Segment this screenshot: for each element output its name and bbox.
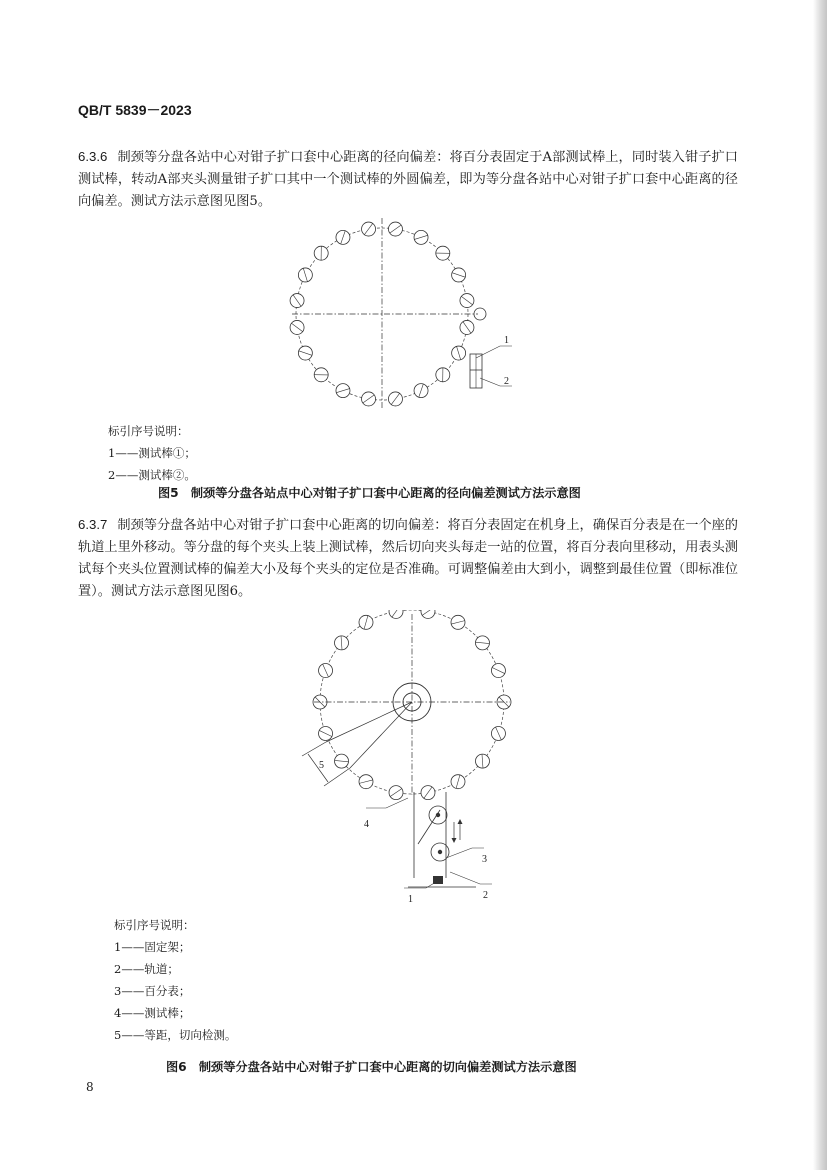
indicator-dial-upper-center xyxy=(436,813,440,817)
legend-item-4: 4——测试棒； xyxy=(114,1006,191,1020)
section-text: 制颈等分盘各站中心对钳子扩口套中心距离的切向偏差：将百分表固定在机身上，确保百分表是在一个座的轨道上里外移动。等分盘的每个夹头上装上测试棒，然后切向夹头每走一站的位置，将百分表向里移动，用表头测试每个夹头位置测试棒的偏差大小及每个夹头的定位是否准确。可调整偏差由大到小，调整到最佳位置（即标准位置）。测试方法示意图见图6。 xyxy=(78,518,738,599)
section-number: 6.3.6 xyxy=(78,149,108,164)
figure-6-caption: 图6 制颈等分盘各站中心对钳子扩口套中心距离的切向偏差测试方法示意图 xyxy=(166,1060,577,1074)
section-number: 6.3.7 xyxy=(78,517,108,532)
figure-6-diagram xyxy=(300,610,530,910)
standard-number: QB/T 5839－2023 xyxy=(78,102,192,118)
legend-item-3: 3——百分表； xyxy=(114,984,191,998)
legend-item-2: 2——测试棒②。 xyxy=(108,468,196,482)
callout-2: 2 xyxy=(504,376,509,387)
figure-5-legend xyxy=(108,420,196,486)
callout-leader-3 xyxy=(446,848,484,858)
travel-arrow-up-head xyxy=(458,819,463,824)
callout-1: 1 xyxy=(504,335,509,346)
legend-item-1: 1——固定架； xyxy=(114,940,191,954)
callout-3: 3 xyxy=(482,854,487,865)
section-6-3-6 xyxy=(78,146,738,213)
section-6-3-7 xyxy=(78,514,738,603)
pitch-dimension-line xyxy=(308,754,328,782)
callout-1: 1 xyxy=(408,894,413,905)
figure-6-legend xyxy=(114,914,236,1046)
legend-title: 标引序号说明： xyxy=(114,918,195,932)
legend-item-2: 2——轨道； xyxy=(114,962,179,976)
figure-5-diagram xyxy=(280,212,530,412)
section-text: 制颈等分盘各站中心对钳子扩口套中心距离的径向偏差：将百分表固定于A部测试棒上，同时装入钳子扩口测试棒，转动A部夹头测量钳子扩口其中一个测试棒的外圆偏差，即为等分盘各站中心对钳子扩口套中心距离的径向偏差。测试方法示意图见图5。 xyxy=(78,150,738,209)
page-edge-shadow xyxy=(813,0,827,1170)
callout-4: 4 xyxy=(364,819,369,830)
callout-5: 5 xyxy=(319,760,324,771)
test-rod-outer xyxy=(474,308,486,320)
page-number: 8 xyxy=(86,1080,94,1094)
pitch-extension-b xyxy=(324,768,350,786)
legend-title: 标引序号说明： xyxy=(108,424,189,438)
callout-2: 2 xyxy=(483,890,488,901)
callout-leader-2 xyxy=(450,872,492,884)
legend-item-5: 5——等距，切向检测。 xyxy=(114,1028,237,1042)
legend-item-1: 1——测试棒①； xyxy=(108,446,196,460)
figure-5-caption: 图5 制颈等分盘各站点中心对钳子扩口套中心距离的径向偏差测试方法示意图 xyxy=(158,486,581,500)
callout-leader-4 xyxy=(366,798,408,808)
travel-arrow-down-head xyxy=(452,838,457,843)
pitch-extension-a xyxy=(302,742,326,756)
radial-line-b xyxy=(350,702,412,768)
indicator-dial-lower-center xyxy=(438,850,442,854)
radial-line-a xyxy=(326,702,412,742)
callout-leader-1 xyxy=(476,346,512,358)
